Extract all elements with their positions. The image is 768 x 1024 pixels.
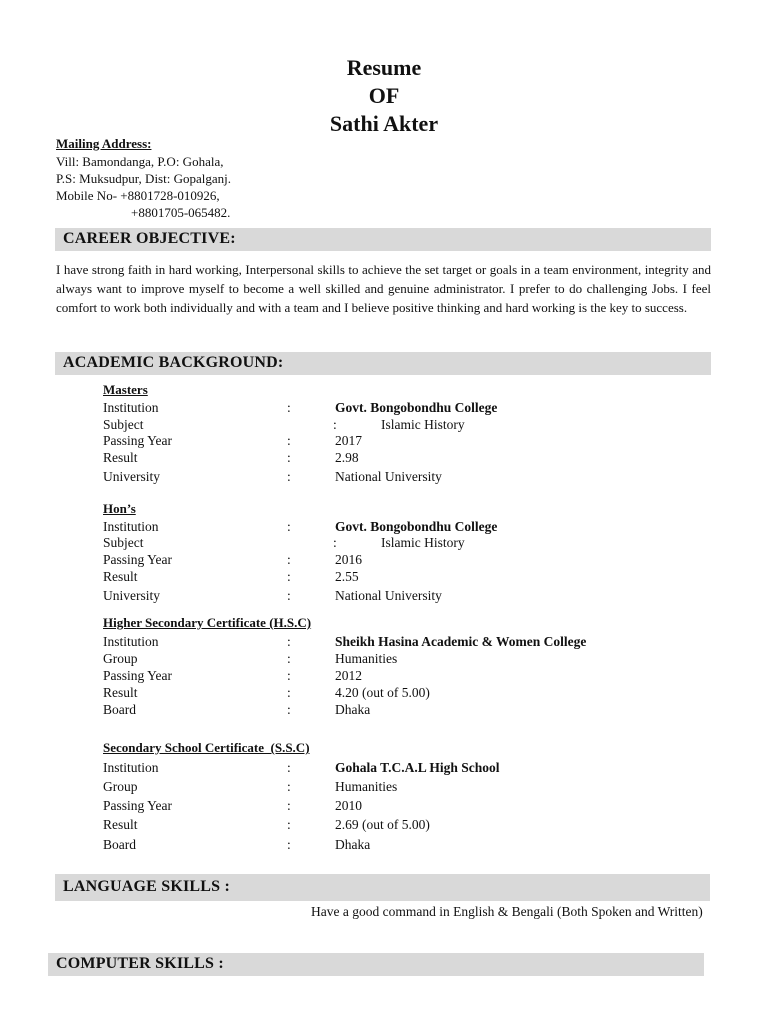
computer-skills-bar [48, 953, 704, 976]
field-label: University [103, 469, 160, 484]
field-value: Govt. Bongobondhu College [335, 400, 498, 415]
field-colon: : [287, 817, 291, 832]
academic-background-bar [55, 352, 711, 375]
mailing-address-heading: Mailing Address: [56, 136, 152, 151]
field-colon: : [287, 779, 291, 794]
field-value: National University [335, 588, 442, 603]
field-label: Result [103, 450, 138, 465]
field-value: 2.55 [335, 569, 359, 584]
field-label: Institution [103, 760, 159, 775]
field-value: 2010 [335, 798, 362, 813]
field-value: Gohala T.C.A.L High School [335, 760, 500, 775]
field-colon: : [287, 569, 291, 584]
field-colon: : [287, 651, 291, 666]
field-colon: : [287, 837, 291, 852]
field-value: Dhaka [335, 702, 371, 717]
field-label: Group [103, 651, 138, 666]
career-objective-heading: CAREER OBJECTIVE: [63, 230, 236, 247]
field-colon: : [287, 685, 291, 700]
career-objective-text: I have strong faith in hard working, Interpersonal skills to achieve the set target or goals in a team environment, integrity and always want to improve myself to become a well skilled and genuine administrator. I prefer to do challenging Jobs. I feel comfort to work both individually and with a team and I believe positive thinking and hard working is the key to success. [56, 262, 711, 315]
field-value: Dhaka [335, 837, 371, 852]
field-colon: : [287, 702, 291, 717]
field-label: Passing Year [103, 668, 173, 683]
field-label: Board [103, 702, 136, 717]
resume-title-of: OF [368, 83, 400, 108]
field-label: Result [103, 569, 138, 584]
career-objective-bar [55, 228, 711, 251]
field-label: Passing Year [103, 798, 173, 813]
field-label: Institution [103, 634, 159, 649]
field-label: Subject [103, 535, 144, 550]
field-label: Board [103, 837, 136, 852]
computer-skills-heading: COMPUTER SKILLS : [56, 955, 224, 972]
field-colon: : [287, 469, 291, 484]
language-skills-heading: LANGUAGE SKILLS : [63, 878, 230, 895]
field-colon: : [287, 519, 291, 534]
field-label: Result [103, 685, 138, 700]
field-value: Humanities [335, 651, 398, 666]
field-label: Institution [103, 400, 159, 415]
masters-title: Masters [103, 382, 148, 397]
field-value: 4.20 (out of 5.00) [335, 685, 430, 700]
field-value: Islamic History [381, 535, 465, 550]
academic-background-heading: ACADEMIC BACKGROUND: [63, 354, 284, 371]
field-colon: : [333, 417, 337, 432]
address-line: Vill: Bamondanga, P.O: Gohala, [56, 154, 224, 169]
candidate-name: Sathi Akter [329, 111, 439, 136]
field-label: Passing Year [103, 552, 173, 567]
field-colon: : [287, 588, 291, 603]
field-value: 2017 [335, 433, 362, 448]
field-label: Passing Year [103, 433, 173, 448]
field-label: Result [103, 817, 138, 832]
field-value: 2012 [335, 668, 362, 683]
hons-title: Hon’s [103, 501, 136, 516]
field-colon: : [287, 400, 291, 415]
mobile-number: +8801705-065482. [131, 205, 231, 220]
resume-title: Resume [346, 55, 422, 80]
language-skills-text: Have a good command in English & Bengali (Both Spoken and Written) [311, 904, 703, 919]
ssc-title: Secondary School Certificate (S.S.C) [103, 740, 310, 755]
language-skills-bar [55, 874, 710, 901]
field-colon: : [287, 450, 291, 465]
field-colon: : [287, 552, 291, 567]
field-label: Group [103, 779, 138, 794]
hsc-title: Higher Secondary Certificate (H.S.C) [103, 615, 312, 630]
field-value: 2016 [335, 552, 362, 567]
field-label: Institution [103, 519, 159, 534]
field-value: 2.98 [335, 450, 359, 465]
field-colon: : [333, 535, 337, 550]
field-value: Govt. Bongobondhu College [335, 519, 498, 534]
field-value: Islamic History [381, 417, 465, 432]
field-value: Humanities [335, 779, 398, 794]
field-colon: : [287, 634, 291, 649]
address-line: P.S: Muksudpur, Dist: Gopalganj. [56, 171, 231, 186]
field-value: Sheikh Hasina Academic & Women College [335, 634, 587, 649]
field-colon: : [287, 760, 291, 775]
field-colon: : [287, 668, 291, 683]
field-colon: : [287, 433, 291, 448]
mobile-number: Mobile No- +8801728-010926, [56, 188, 220, 203]
field-value: National University [335, 469, 442, 484]
field-colon: : [287, 798, 291, 813]
field-label: University [103, 588, 160, 603]
field-label: Subject [103, 417, 144, 432]
field-value: 2.69 (out of 5.00) [335, 817, 430, 832]
